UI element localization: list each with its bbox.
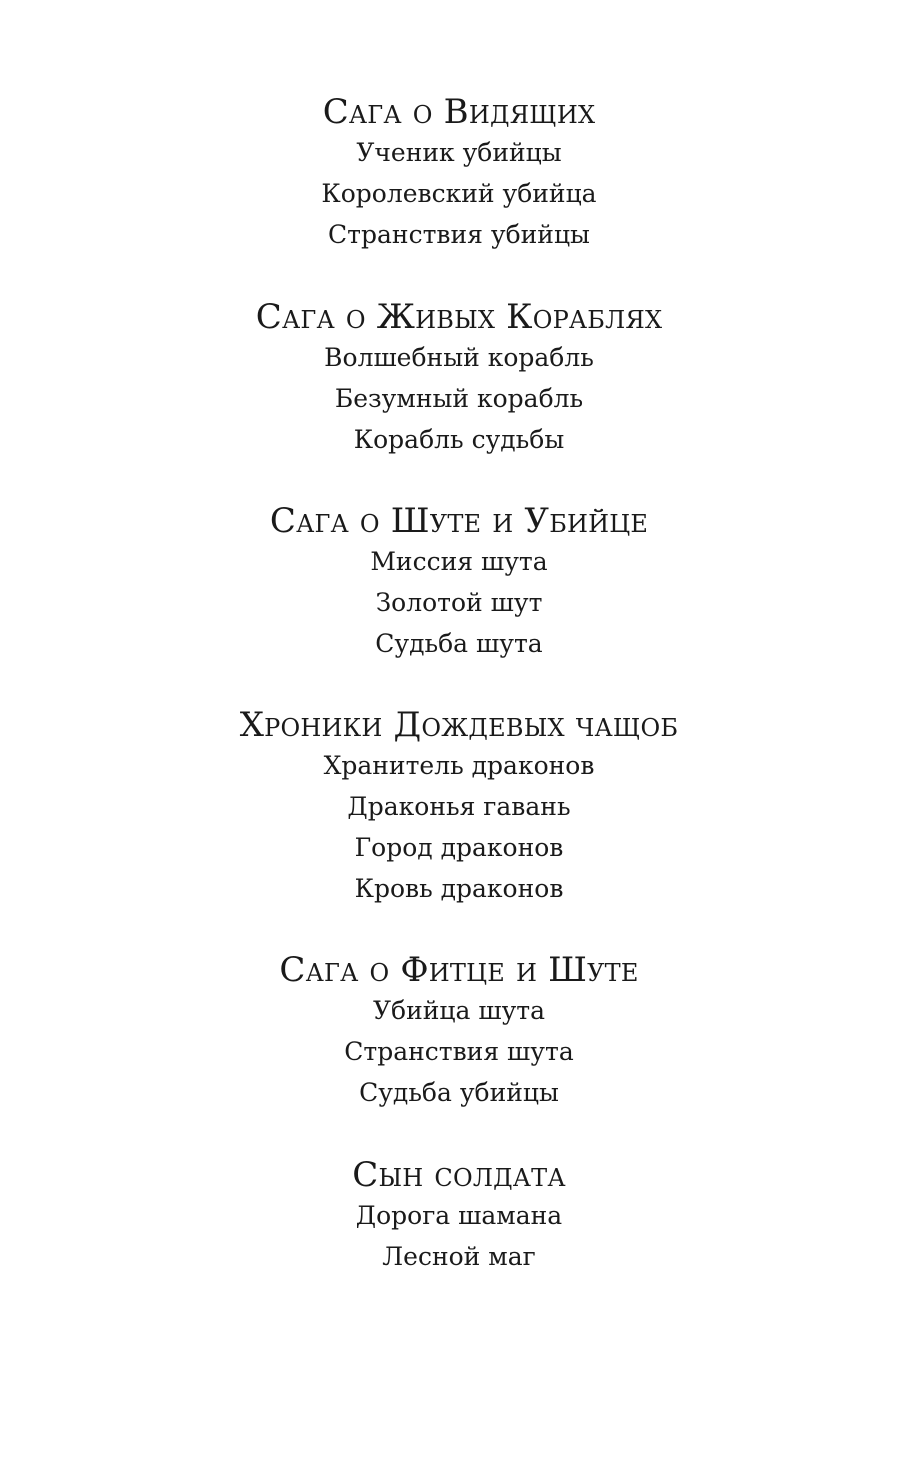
series-block (0, 1155, 918, 1277)
book-list (0, 541, 918, 664)
book-list (0, 990, 918, 1113)
book-title: Волшебный корабль (324, 343, 594, 372)
book-list (0, 337, 918, 460)
book-title: Хранитель драконов (323, 751, 595, 780)
series-title: Сын солдата (352, 1155, 566, 1195)
series-block (0, 92, 918, 255)
book-title: Кровь драконов (354, 874, 564, 903)
book-title: Дорога шамана (355, 1201, 563, 1230)
book-title: Лесной маг (382, 1242, 536, 1271)
book-title: Убийца шута (372, 996, 546, 1025)
book-title: Корабль судьбы (353, 425, 565, 454)
series-title: Сага о Фитце и Шуте (279, 950, 639, 990)
book-list (0, 745, 918, 909)
book-title: Судьба убийцы (359, 1078, 559, 1107)
book-title: Миссия шута (370, 547, 548, 576)
book-list (0, 132, 918, 255)
book-title: Странствия убийцы (328, 220, 590, 249)
book-title: Золотой шут (375, 588, 543, 617)
book-title: Странствия шута (344, 1037, 574, 1066)
series-title: Сага о Шуте и Убийце (269, 501, 649, 541)
book-title: Ученик убийцы (356, 138, 562, 167)
series-block (0, 297, 918, 460)
book-list (0, 1195, 918, 1277)
book-title: Судьба шута (375, 629, 543, 658)
series-block (0, 501, 918, 664)
series-title: Хроники Дождевых чащоб (239, 705, 679, 745)
book-title: Город драконов (354, 833, 564, 862)
series-block (0, 950, 918, 1113)
series-title: Сага о Живых Кораблях (255, 297, 663, 337)
series-title: Сага о Видящих (322, 92, 596, 132)
book-title: Безумный корабль (334, 384, 584, 413)
book-title: Драконья гавань (347, 792, 571, 821)
book-title: Королевский убийца (321, 179, 597, 208)
series-block (0, 705, 918, 909)
